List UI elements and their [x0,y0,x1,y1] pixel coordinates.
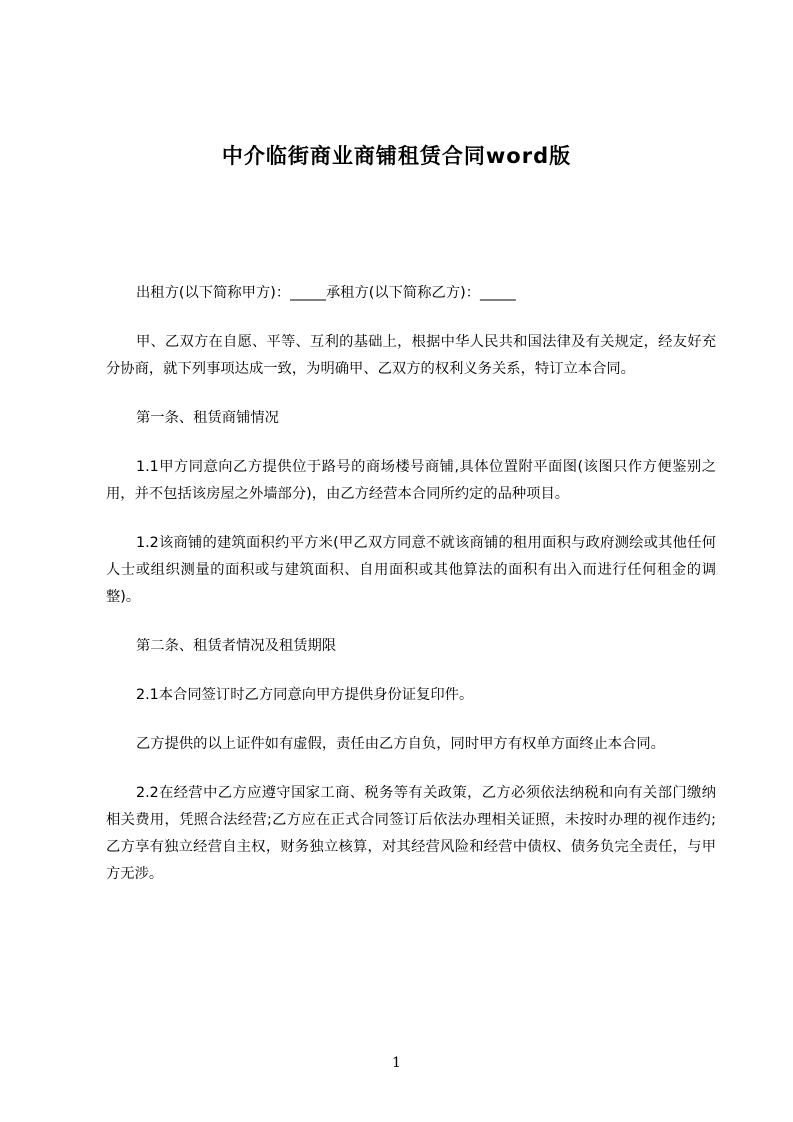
preamble-paragraph: 甲、乙双方在自愿、平等、互利的基础上，根据中华人民共和国法律及有关规定，经友好充分协商，就下列事项达成一致，为明确甲、乙双方的权利义务关系，特订立本合同。 [106,334,716,377]
clause-2-1-note: 乙方提供的以上证件如有虚假，责任由乙方自负，同时甲方有权单方面终止本合同。 [136,736,665,752]
document-body [106,280,716,910]
clause-2-2: 2.2在经营中乙方应遵守国家工商、税务等有关政策，乙方必须依法纳税和向有关部门缴纳相关费用，凭照合法经营;乙方应在正式合同签订后依法办理相关证照，未按时办理的视作违约;乙方享有独立经营自主权，财务独立核算，对其经营风险和经营中债权、债务负完全责任，与甲方无涉。 [106,785,716,882]
clause-2-1: 2.1本合同签订时乙方同意向甲方提供身份证复印件。 [136,687,474,703]
article-2-heading: 第二条、租赁者情况及租赁期限 [136,638,337,654]
document-title: 中介临街商业商铺租赁合同word版 [221,144,572,168]
article-1-heading: 第一条、租赁商铺情况 [136,410,279,426]
page-number: 1 [392,1055,401,1071]
clause-1-1: 1.1甲方同意向乙方提供位于路号的商场楼号商铺,具体位置附平面图(该图只作方便鉴别之用，并不包括该房屋之外墙部分)，由乙方经营本合同所约定的品种项目。 [106,459,716,502]
parties-line: 出租方(以下简称甲方)：_____承租方(以下简称乙方)：_____ [136,285,516,301]
clause-1-2: 1.2该商铺的建筑面积约平方米(甲乙双方同意不就该商铺的租用面积与政府测绘或其他任何人士或组织测量的面积或与建筑面积、自用面积或其他算法的面积有出入而进行任何租金的调整)。 [106,535,716,605]
